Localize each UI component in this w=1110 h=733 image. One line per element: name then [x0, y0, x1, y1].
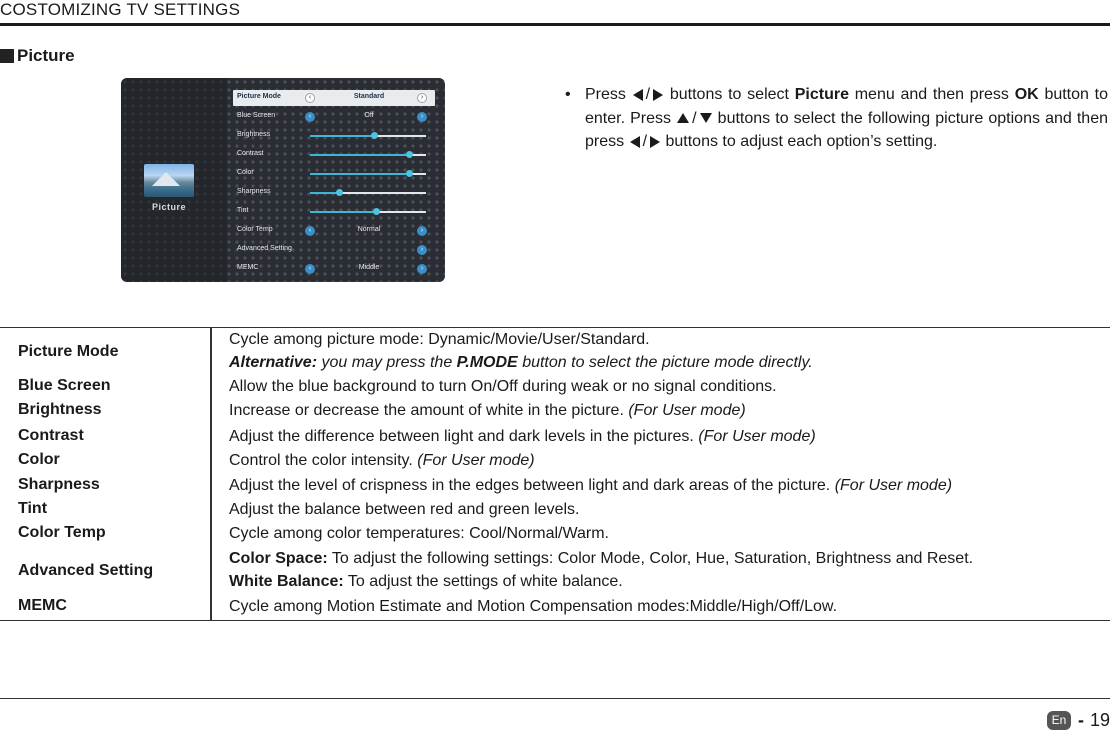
- slash-icon: /: [645, 86, 651, 103]
- tv-menu-slider-fill: [310, 173, 409, 175]
- tv-menu-row: [233, 90, 435, 106]
- up-arrow-icon: [677, 113, 689, 123]
- chevron-right-icon: ›: [417, 112, 427, 122]
- page-title: COSTOMIZING TV SETTINGS: [0, 0, 241, 19]
- tv-menu-slider-knob: [373, 208, 380, 215]
- tv-menu-slider-knob: [371, 132, 378, 139]
- description-note: (For User mode): [417, 452, 535, 469]
- tv-menu-slider-fill: [310, 135, 374, 137]
- chevron-left-icon: ‹: [305, 93, 315, 103]
- footer-divider: [0, 698, 1110, 699]
- description-text: Adjust the difference between light and dark levels in the pictures.: [229, 428, 694, 445]
- tv-menu-slider-knob: [336, 189, 343, 196]
- setting-description: Adjust the balance between red and green levels.: [229, 501, 580, 518]
- setting-description: [229, 328, 813, 374]
- setting-name: Color Temp: [18, 524, 106, 541]
- setting-description: [229, 449, 535, 472]
- instr-emphasis: Picture: [794, 86, 849, 103]
- tv-menu-row-label: Tint: [237, 207, 249, 214]
- tv-menu-row: [233, 261, 435, 277]
- tv-menu-row-label: Sharpness: [237, 188, 271, 195]
- chevron-right-icon: ›: [417, 93, 427, 103]
- right-arrow-icon: [650, 136, 660, 148]
- tv-menu-slider-fill: [310, 154, 409, 156]
- table-column-divider: [210, 328, 212, 620]
- header-divider: [0, 23, 1110, 26]
- tv-menu-slider: [310, 135, 426, 137]
- setting-name: Contrast: [18, 427, 84, 444]
- setting-name: Color: [18, 451, 60, 468]
- chevron-left-icon: ‹: [305, 264, 315, 274]
- instr-text: menu and then press: [854, 86, 1009, 103]
- page-header: [0, 0, 1110, 26]
- description-text: Adjust the level of crispness in the edges between light and dark areas of the picture.: [229, 477, 831, 494]
- tv-menu-row: [233, 204, 435, 220]
- tv-menu-row: [233, 185, 435, 201]
- instr-emphasis: OK: [1014, 86, 1039, 103]
- setting-description: [229, 425, 816, 448]
- instr-text: buttons to adjust each option’s setting.: [665, 133, 938, 150]
- bullet: •: [565, 86, 571, 103]
- page-footer: [1047, 710, 1110, 731]
- description-line: [229, 351, 813, 374]
- tv-menu-row: [233, 166, 435, 182]
- tv-menu-row-label: Picture Mode: [237, 93, 281, 100]
- chevron-left-icon: ‹: [305, 226, 315, 236]
- tv-menu-row-label: Contrast: [237, 150, 264, 157]
- instr-text: Press: [585, 86, 626, 103]
- tv-menu-screenshot: [121, 78, 445, 282]
- description-label: Color Space:: [229, 550, 328, 567]
- description-note: (For User mode): [628, 402, 746, 419]
- description-text: Control the color intensity.: [229, 452, 413, 469]
- picture-thumbnail-icon: [144, 164, 194, 197]
- setting-description: Cycle among color temperatures: Cool/Normal/Warm.: [229, 525, 609, 542]
- tv-menu-category-panel: [121, 78, 227, 282]
- instruction-paragraph: [565, 83, 1108, 154]
- slash-icon: /: [692, 109, 697, 127]
- footer-dash: -: [1077, 710, 1084, 730]
- setting-name: Blue Screen: [18, 377, 111, 394]
- setting-description: Allow the blue background to turn On/Off during weak or no signal conditions.: [229, 378, 777, 395]
- setting-name: MEMC: [18, 597, 67, 614]
- language-badge: En: [1047, 711, 1071, 730]
- chevron-right-icon: ›: [417, 245, 427, 255]
- chevron-right-icon: ›: [417, 226, 427, 236]
- tv-menu-row-label: MEMC: [237, 264, 259, 271]
- setting-name: Brightness: [18, 401, 102, 418]
- tv-menu-row-label: Color Temp: [237, 226, 273, 233]
- settings-table: [0, 327, 1110, 621]
- description-text: Increase or decrease the amount of white in the picture.: [229, 402, 624, 419]
- tv-menu-row: [233, 147, 435, 163]
- tv-menu-slider-fill: [310, 192, 339, 194]
- tv-menu-slider: [310, 211, 426, 213]
- instr-text: buttons to select the following picture options and then press: [585, 109, 1108, 150]
- tv-menu-row-value: Off: [364, 112, 374, 119]
- tv-menu-row-value: Middle: [358, 264, 380, 271]
- description-line: Cycle among picture mode: Dynamic/Movie/User/Standard.: [229, 331, 650, 348]
- setting-name: Advanced Setting: [18, 562, 154, 579]
- section-heading: [0, 46, 75, 66]
- chevron-right-icon: ›: [417, 264, 427, 274]
- alt-text: you may press the: [321, 354, 453, 371]
- tv-menu-row-label: Blue Screen: [237, 112, 276, 119]
- tv-menu-row-value: Normal: [357, 226, 381, 233]
- description-label: White Balance:: [229, 573, 344, 590]
- instr-text: buttons to select: [669, 86, 789, 103]
- description-note: (For User mode): [834, 477, 953, 494]
- tv-menu-category-label: Picture: [151, 202, 186, 212]
- slash-icon: /: [642, 133, 648, 150]
- setting-description: Cycle among Motion Estimate and Motion Compensation modes:Middle/High/Off/Low.: [229, 598, 838, 615]
- description-line: [229, 570, 973, 593]
- tv-menu-slider: [310, 192, 426, 194]
- left-arrow-icon: [630, 136, 640, 148]
- left-arrow-icon: [633, 89, 643, 101]
- tv-menu-slider-knob: [406, 151, 413, 158]
- tv-menu-slider-fill: [310, 211, 376, 213]
- section-title: Picture: [17, 46, 75, 65]
- tv-menu-row: [233, 128, 435, 144]
- setting-name: Sharpness: [18, 476, 100, 493]
- tv-menu-slider: [310, 154, 426, 156]
- tv-menu-row-label: Advanced Setting: [237, 245, 292, 252]
- alt-label: Alternative:: [229, 354, 318, 371]
- tv-menu-slider-knob: [406, 170, 413, 177]
- alt-text: button to select the picture mode directly.: [522, 354, 813, 371]
- tv-menu-slider: [310, 173, 426, 175]
- tv-menu-list: [227, 78, 445, 282]
- instr-text: button to enter. Press: [585, 86, 1109, 127]
- tv-menu-row: [233, 109, 435, 125]
- description-line: [229, 547, 973, 570]
- description-text: To adjust the settings of white balance.: [347, 573, 623, 590]
- tv-menu-row-label: Color: [237, 169, 254, 176]
- page-number: 19: [1089, 710, 1110, 730]
- setting-name: Tint: [18, 500, 48, 517]
- description-text: To adjust the following settings: Color Mode, Color, Hue, Saturation, Brightness and Reset.: [331, 550, 974, 567]
- setting-description: [229, 399, 746, 422]
- setting-name: Picture Mode: [18, 343, 119, 360]
- down-arrow-icon: [700, 113, 712, 123]
- description-note: (For User mode): [698, 428, 816, 445]
- right-arrow-icon: [653, 89, 663, 101]
- tv-menu-row-value: Standard: [353, 93, 385, 100]
- setting-description: [229, 547, 973, 593]
- setting-description: [229, 474, 952, 497]
- square-bullet-icon: [0, 49, 14, 63]
- tv-menu-row: [233, 242, 435, 258]
- chevron-left-icon: ‹: [305, 112, 315, 122]
- alt-key: P.MODE: [456, 354, 518, 371]
- tv-menu-row: [233, 223, 435, 239]
- tv-menu-row-label: Brightness: [237, 131, 271, 138]
